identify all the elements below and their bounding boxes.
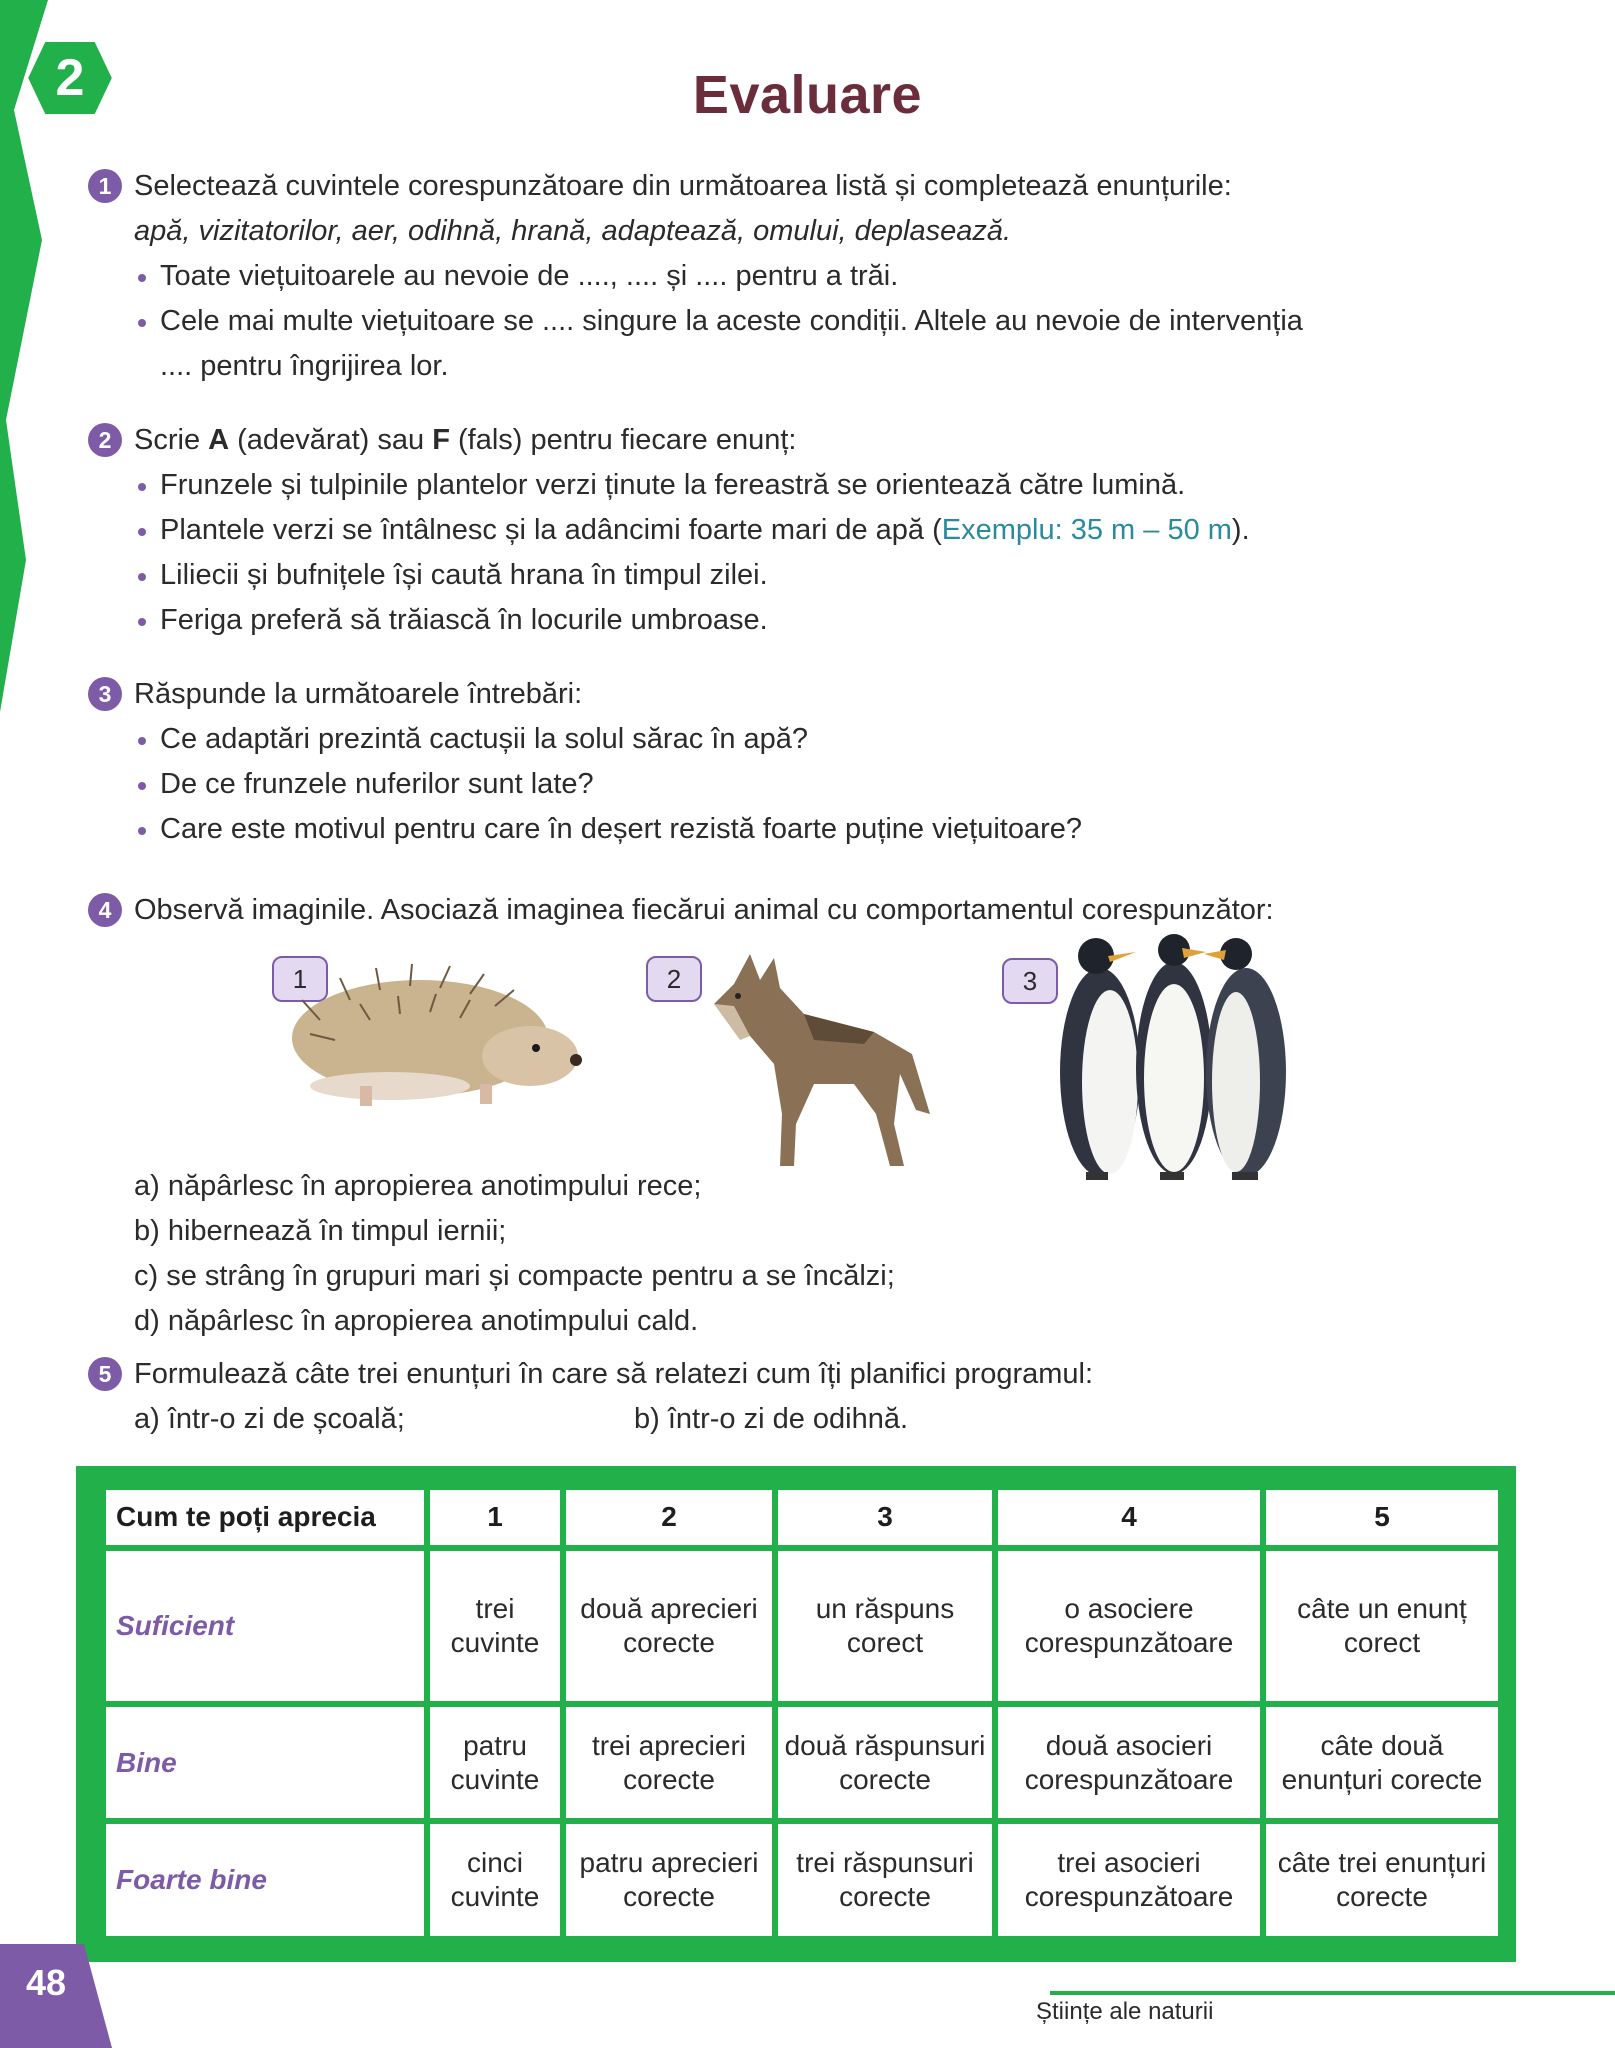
exercise-4-options: [134, 1164, 1234, 1344]
footer-subject: Științe ale naturii: [1036, 1998, 1214, 2025]
exercise-number: 3: [88, 677, 122, 711]
table-cell: două aprecieri corecte: [566, 1551, 772, 1701]
answer-option: b) hibernează în timpul iernii;: [134, 1215, 507, 1247]
table-header-row: [106, 1490, 1498, 1545]
exercise-number: 5: [88, 1357, 122, 1391]
answer-option: a) năpârlesc în apropierea anotimpului rece;: [134, 1170, 702, 1202]
table-cell: trei cuvinte: [430, 1551, 560, 1701]
table-cell: câte trei enunțuri corecte: [1266, 1824, 1498, 1936]
exercise-option-a: a) într-o zi de școală;: [134, 1403, 405, 1435]
table-cell: patru aprecieri corecte: [566, 1824, 772, 1936]
row-label: Bine: [106, 1707, 424, 1819]
table-header-cell: 2: [566, 1490, 772, 1545]
list-item: Ce adaptări prezintă cactușii la solul sărac în apă?: [136, 717, 1528, 762]
image-tag-1: 1: [272, 956, 328, 1002]
self-assessment-table-frame: [76, 1466, 1516, 1962]
answer-option: c) se strâng în grupuri mari și compacte pentru a se încălzi;: [134, 1260, 895, 1292]
exercise-number: 4: [88, 893, 122, 927]
table-cell: trei răspunsuri corecte: [778, 1824, 992, 1936]
table-header-cell: 4: [998, 1490, 1260, 1545]
hedgehog-icon: [280, 960, 590, 1110]
exercise-instruction: Răspunde la următoarele întrebări:: [134, 678, 583, 710]
table-cell: două asocieri corespunzătoare: [998, 1707, 1260, 1819]
exercise-number: 2: [88, 423, 122, 457]
image-tag-2: 2: [646, 956, 702, 1002]
footer-divider: [1050, 1991, 1615, 1995]
table-header-cell: 5: [1266, 1490, 1498, 1545]
page-number: 48: [26, 1962, 67, 2003]
row-label: Suficient: [106, 1551, 424, 1701]
table-cell: un răspuns corect: [778, 1551, 992, 1701]
exercise-4: [88, 888, 1528, 933]
table-cell: câte un enunț corect: [1266, 1551, 1498, 1701]
exercise-3: [88, 672, 1528, 852]
exercise-option-b: b) într-o zi de odihnă.: [634, 1403, 909, 1435]
self-assessment-table: [100, 1484, 1504, 1942]
table-row: [106, 1824, 1498, 1936]
list-item: Toate viețuitoarele au nevoie de ...., .... și .... pentru a trăi.: [136, 254, 1528, 299]
example-note: Exemplu: 35 m – 50 m: [941, 514, 1232, 546]
image-tag-3: 3: [1002, 958, 1058, 1004]
table-header-cell: 3: [778, 1490, 992, 1545]
exercise-number: 1: [88, 169, 122, 203]
list-item: Feriga preferă să trăiască în locurile umbroase.: [136, 598, 1528, 643]
table-cell: trei aprecieri corecte: [566, 1707, 772, 1819]
exercise-5: [88, 1352, 1528, 1442]
table-cell: câte două enunțuri corecte: [1266, 1707, 1498, 1819]
exercise-instruction: Formulează câte trei enunțuri în care să relatezi cum îți planifici programul:: [134, 1358, 1094, 1390]
answer-option: d) năpârlesc în apropierea anotimpului cald.: [134, 1305, 699, 1337]
list-item: De ce frunzele nuferilor sunt late?: [136, 762, 1528, 807]
list-item: Care este motivul pentru care în deșert rezistă foarte puține viețuitoare?: [136, 807, 1528, 852]
table-cell: două răspunsuri corecte: [778, 1707, 992, 1819]
exercise-1: [88, 164, 1528, 389]
table-cell: patru cuvinte: [430, 1707, 560, 1819]
table-cell: o asociere corespunzătoare: [998, 1551, 1260, 1701]
list-item: Liliecii și bufnițele își caută hrana în timpul zilei.: [136, 553, 1528, 598]
exercise-instruction: Selectează cuvintele corespunzătoare din următoarea listă și completează enunțurile:: [134, 170, 1232, 202]
exercise-2: [88, 418, 1528, 643]
table-row: [106, 1707, 1498, 1819]
exercise-instruction: Scrie A (adevărat) sau F (fals) pentru fiecare enunț:: [134, 424, 797, 456]
wolf-icon: [704, 944, 944, 1176]
table-cell: trei asocieri corespunzătoare: [998, 1824, 1260, 1936]
table-cell: cinci cuvinte: [430, 1824, 560, 1936]
penguins-icon: [1056, 932, 1296, 1188]
list-item: Frunzele și tulpinile plantelor verzi ținute la fereastră se orientează către lumină.: [136, 463, 1528, 508]
chapter-number: 2: [55, 49, 85, 107]
word-list: apă, vizitatorilor, aer, odihnă, hrană, adaptează, omului, deplasează.: [134, 215, 1012, 247]
table-header-cell: Cum te poți aprecia: [106, 1490, 424, 1545]
list-item-continuation: .... pentru îngrijirea lor.: [160, 350, 449, 382]
table-row: [106, 1551, 1498, 1701]
exercise-instruction: Observă imaginile. Asociază imaginea fiecărui animal cu comportamentul corespunzător:: [134, 894, 1274, 926]
table-header-cell: 1: [430, 1490, 560, 1545]
list-item: Plantele verzi se întâlnesc și la adâncimi foarte mari de apă (Exemplu: 35 m – 50 m).: [136, 508, 1528, 553]
list-item: Cele mai multe viețuitoare se .... singure la aceste condiții. Altele au nevoie de intervenția: [136, 299, 1528, 344]
page-title: Evaluare: [692, 65, 923, 125]
row-label: Foarte bine: [106, 1824, 424, 1936]
